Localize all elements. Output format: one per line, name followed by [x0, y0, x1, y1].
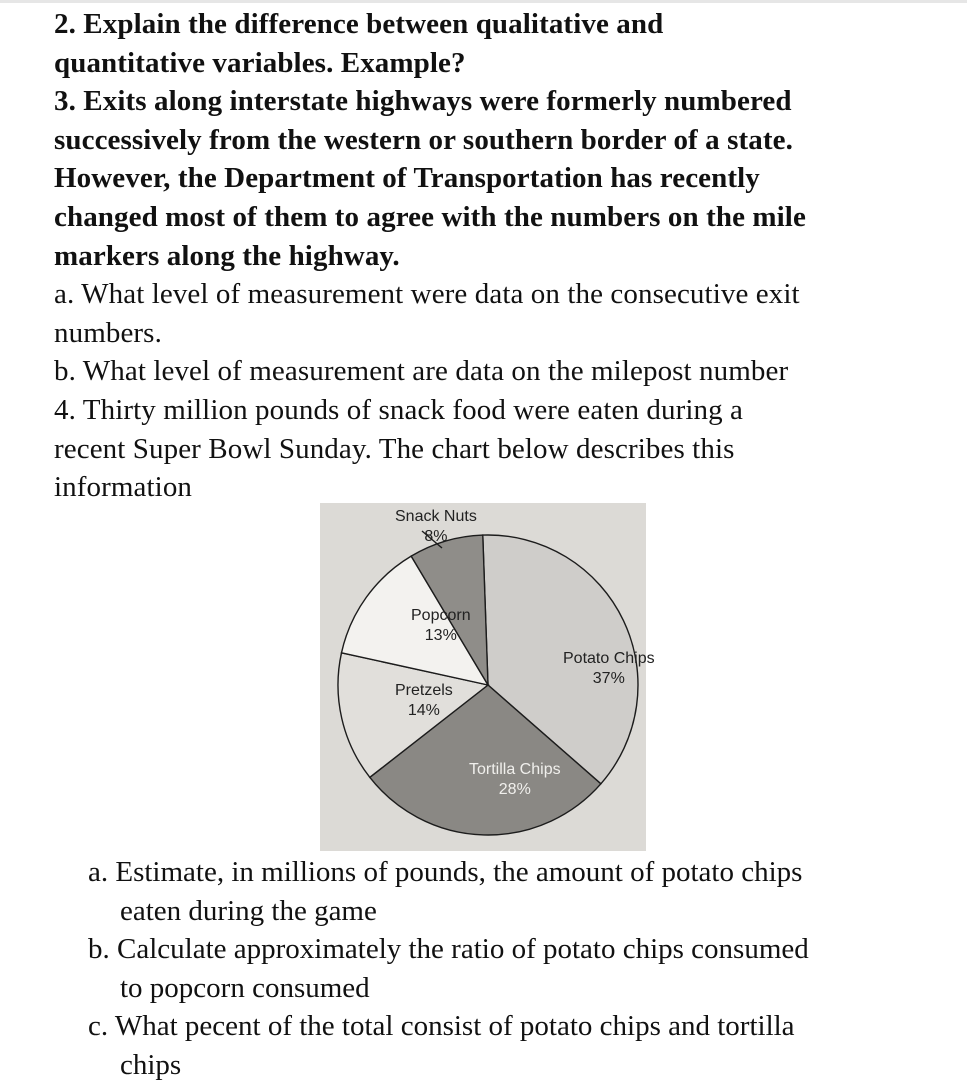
q4-text-line2: recent Super Bowl Sunday. The chart below describes this: [54, 432, 735, 465]
q3-text-line4: changed most of them to agree with the numbers on the mile: [54, 200, 806, 233]
q2-text-line1: 2. Explain the difference between qualitative and: [54, 8, 664, 40]
subq-a-line2: eaten during the game: [120, 894, 377, 927]
pie-label-popcorn: [411, 606, 471, 646]
subq-b-line2: to popcorn consumed: [120, 971, 370, 1004]
subq-a-line1: a. Estimate, in millions of pounds, the amount of potato chips: [88, 856, 803, 888]
snack-pie-chart: [320, 503, 655, 851]
pie-label-value: 13%: [424, 627, 457, 644]
questions-block: [54, 5, 944, 507]
q3-text-line5: markers along the highway.: [54, 239, 400, 272]
q3a-text-line2: numbers.: [54, 316, 162, 349]
q3-text-line1: 3. Exits along interstate highways were formerly numbered: [54, 85, 792, 118]
q3-text-line3: However, the Department of Transportation has recently: [54, 162, 760, 195]
subquestions-block: [88, 853, 958, 1085]
pie-label-value: 28%: [498, 781, 531, 798]
subq-b-line1: b. Calculate approximately the ratio of potato chips consumed: [88, 933, 809, 966]
pie-label-snack-nuts: [395, 507, 477, 547]
pie-label-tortilla-chips: [469, 760, 561, 800]
q3a-text-line1: a. What level of measurement were data on the consecutive exit: [54, 278, 800, 311]
top-divider: [0, 0, 967, 3]
pie-label-name: Snack Nuts: [395, 508, 477, 525]
q4-text-line3: information: [54, 471, 193, 504]
q2-text-line2: quantitative variables. Example?: [54, 46, 466, 79]
pie-label-value: 37%: [592, 670, 625, 687]
pie-label-name: Potato Chips: [563, 650, 655, 667]
pie-label-value: 14%: [407, 702, 440, 719]
pie-label-pretzels: [395, 681, 453, 721]
pie-label-value: 8%: [424, 528, 448, 545]
pie-label-name: Popcorn: [411, 607, 471, 624]
subq-c-line2: chips: [120, 1048, 182, 1081]
pie-label-name: Tortilla Chips: [469, 761, 561, 778]
pie-label-potato-chips: [563, 649, 655, 689]
q4-text-line1: 4. Thirty million pounds of snack food were eaten during a: [54, 393, 744, 426]
pie-label-name: Pretzels: [395, 682, 453, 699]
q3b-text-line1: b. What level of measurement are data on the milepost number: [54, 355, 789, 388]
subq-c-line1: c. What pecent of the total consist of potato chips and tortilla: [88, 1010, 795, 1043]
q3-text-line2: successively from the western or southern border of a state.: [54, 123, 793, 156]
